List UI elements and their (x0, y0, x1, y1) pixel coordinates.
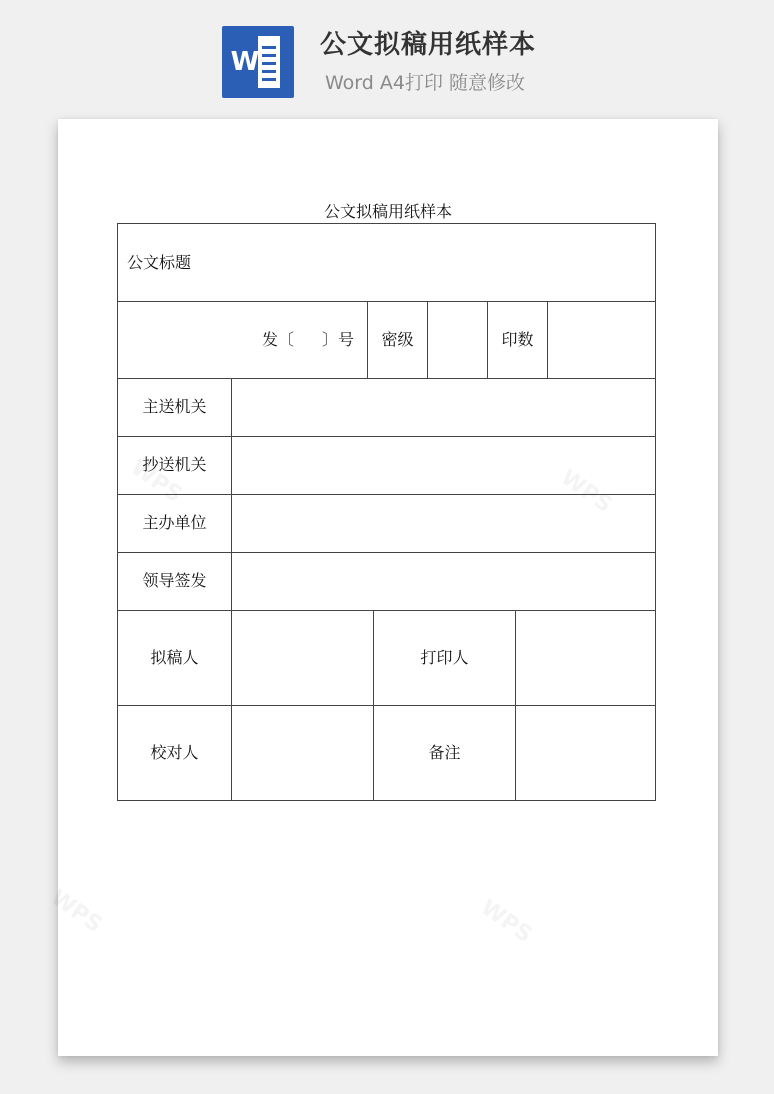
main-recipient-label: 主送机关 (142, 397, 207, 416)
doc-number-prefix: 发〔 (262, 330, 295, 349)
doc-number-suffix: 〕号 (322, 330, 355, 349)
word-logo-letter: W (230, 47, 260, 77)
printer-field[interactable] (516, 611, 655, 705)
watermark (46, 885, 106, 938)
remarks-field[interactable] (516, 706, 655, 800)
banner-title: 公文拟稿用纸样本 (320, 30, 537, 60)
document-page (58, 119, 718, 1056)
banner-header (0, 0, 774, 118)
proofreader-field[interactable] (232, 706, 373, 800)
secrecy-label: 密级 (381, 330, 414, 349)
leader-sign-field[interactable] (232, 553, 655, 610)
banner-subtitle: Word A4打印 随意修改 (325, 72, 526, 94)
leader-sign-label: 领导签发 (142, 571, 207, 590)
secrecy-field[interactable] (428, 302, 487, 378)
drafter-label: 拟稿人 (150, 648, 199, 667)
watermark (476, 895, 536, 948)
word-icon (222, 26, 294, 98)
drafter-field[interactable] (232, 611, 373, 705)
remarks-label: 备注 (428, 743, 461, 762)
copies-field[interactable] (548, 302, 655, 378)
copies-label: 印数 (501, 330, 534, 349)
subject-field[interactable] (223, 224, 655, 301)
cc-field[interactable] (232, 437, 655, 494)
document-title: 公文拟稿用纸样本 (323, 202, 452, 221)
subject-label: 公文标题 (127, 253, 192, 272)
cc-label: 抄送机关 (142, 455, 207, 474)
word-doc-lines (258, 36, 280, 88)
main-recipient-field[interactable] (232, 379, 655, 436)
host-unit-field[interactable] (232, 495, 655, 552)
draft-form-table (117, 223, 656, 801)
host-unit-label: 主办单位 (142, 513, 207, 532)
printer-label: 打印人 (420, 648, 469, 667)
proofreader-label: 校对人 (150, 743, 199, 762)
